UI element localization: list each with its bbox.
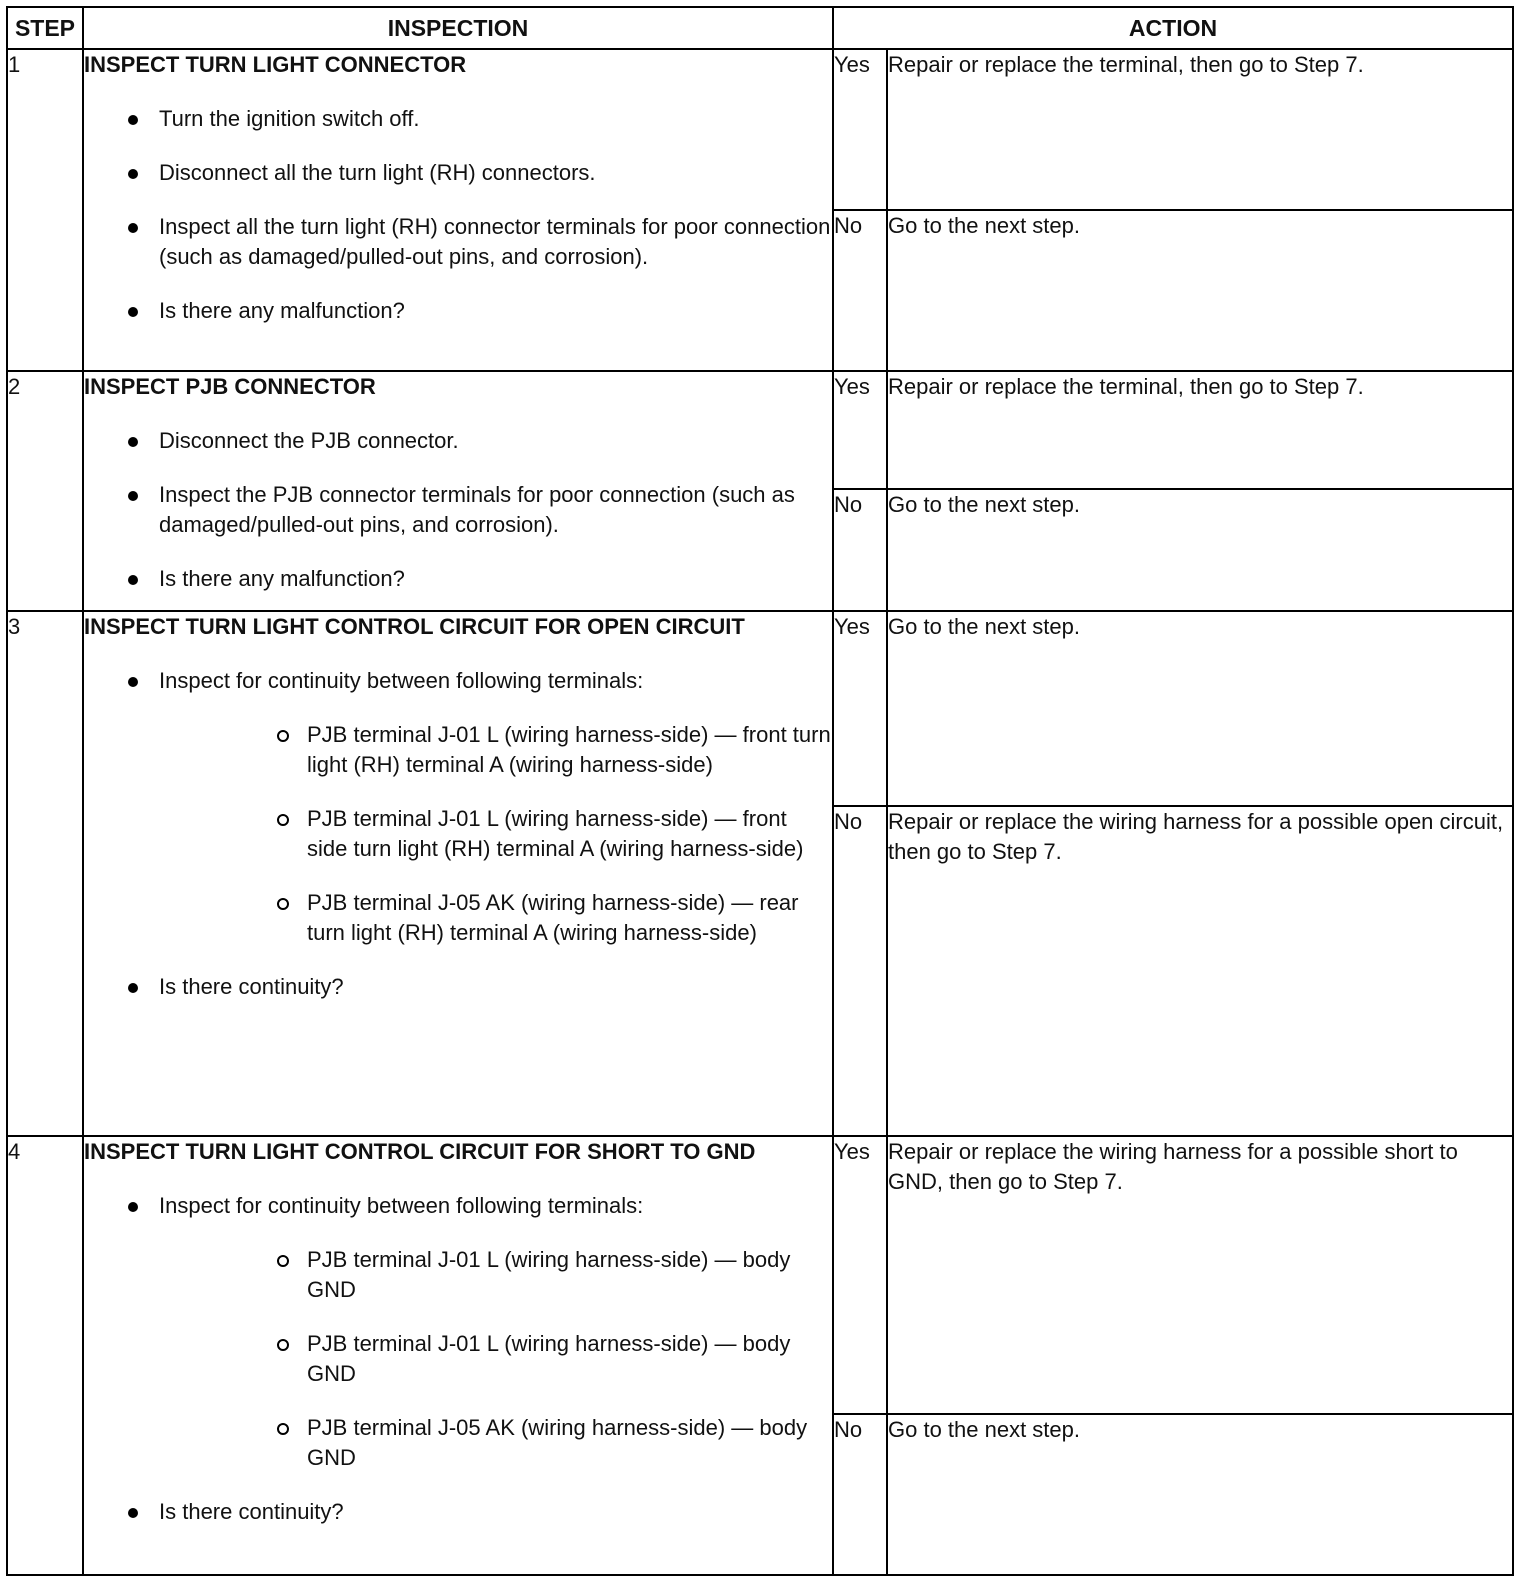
list-item [84,666,832,948]
list-item: Turn the ignition switch off. [84,104,832,134]
header-inspection: INSPECTION [83,7,833,49]
no-label: No [833,489,887,611]
table-row [7,49,1513,210]
list-item: Is there any malfunction? [84,564,832,594]
no-label: No [833,210,887,371]
no-action: Go to the next step. [887,1414,1513,1575]
table-row [7,371,1513,489]
list-item: Inspect the PJB connector terminals for poor connection (such as damaged/pulled-out pins, and corrosion). [84,480,832,540]
step-number: 2 [7,371,83,611]
step-title: INSPECT TURN LIGHT CONNECTOR [84,52,467,78]
table-header-row [7,7,1513,49]
step-number: 4 [7,1136,83,1575]
no-action: Repair or replace the wiring harness for a possible open circuit, then go to Step 7. [887,806,1513,1136]
header-action: ACTION [833,7,1513,49]
list-item: Inspect all the turn light (RH) connector terminals for poor connection (such as damaged/pulled-out pins, and corrosion). [84,212,832,272]
list-item [84,1191,832,1473]
table-row [7,611,1513,806]
step-title: INSPECT TURN LIGHT CONTROL CIRCUIT FOR OPEN CIRCUIT [84,613,745,639]
list-item: Is there any malfunction? [84,296,832,326]
intro-text: Inspect for continuity between following terminals: [159,667,644,693]
list-item: Disconnect all the turn light (RH) connectors. [84,158,832,188]
diagnostic-table [6,6,1514,1576]
yes-action: Go to the next step. [887,611,1513,806]
intro-text: Inspect for continuity between following terminals: [159,1193,644,1219]
no-action: Go to the next step. [887,489,1513,611]
step-number: 3 [7,611,83,1136]
no-action: Go to the next step. [887,210,1513,371]
list-item: Is there continuity? [84,1497,832,1527]
header-step: STEP [7,7,83,49]
sub-list-item: PJB terminal J-01 L (wiring harness-side) — body GND [159,1245,832,1305]
inspection-cell [83,49,833,371]
sub-list-item: PJB terminal J-05 AK (wiring harness-side) — rear turn light (RH) terminal A (wiring harness-side) [159,888,832,948]
step-title: INSPECT TURN LIGHT CONTROL CIRCUIT FOR SHORT TO GND [84,1139,756,1165]
yes-action: Repair or replace the wiring harness for a possible short to GND, then go to Step 7. [887,1136,1513,1414]
yes-label: Yes [833,1136,887,1414]
no-label: No [833,1414,887,1575]
inspection-cell [83,611,833,1136]
yes-action: Repair or replace the terminal, then go to Step 7. [887,371,1513,489]
step-number: 1 [7,49,83,371]
sub-list-item: PJB terminal J-01 L (wiring harness-side) — front side turn light (RH) terminal A (wiring harness-side) [159,804,832,864]
inspection-cell [83,371,833,611]
inspection-cell [83,1136,833,1575]
yes-label: Yes [833,49,887,210]
yes-label: Yes [833,611,887,806]
sub-list-item: PJB terminal J-01 L (wiring harness-side) — body GND [159,1329,832,1389]
sub-list-item: PJB terminal J-05 AK (wiring harness-side) — body GND [159,1413,832,1473]
list-item: Is there continuity? [84,972,832,1002]
table-row [7,1136,1513,1414]
list-item: Disconnect the PJB connector. [84,426,832,456]
step-title: INSPECT PJB CONNECTOR [84,374,376,400]
yes-action: Repair or replace the terminal, then go to Step 7. [887,49,1513,210]
yes-label: Yes [833,371,887,489]
sub-list-item: PJB terminal J-01 L (wiring harness-side) — front turn light (RH) terminal A (wiring harness-side) [159,720,832,780]
no-label: No [833,806,887,1136]
